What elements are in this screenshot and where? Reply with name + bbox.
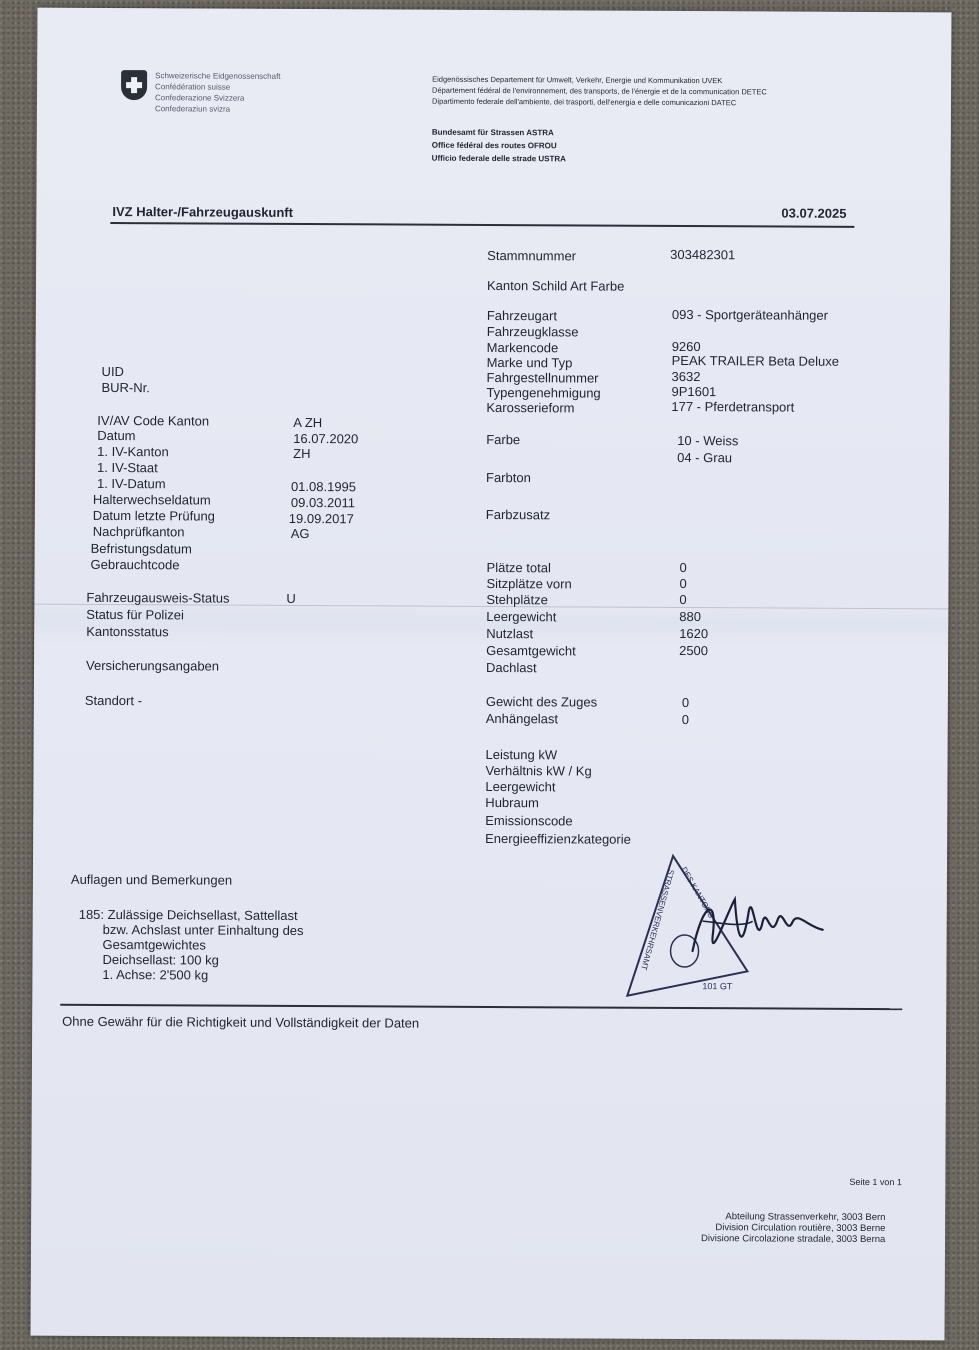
fahrzeugart-label: Fahrzeugart (486, 307, 558, 324)
department-fr: Département fédéral de l'environnement, des transports, de l'énergie et de la communication DETEC (432, 85, 767, 97)
energieeffizienz-label: Energieeffizienzkategorie (485, 830, 631, 847)
ivav-value: A ZH (293, 414, 323, 431)
footer-line: Abteilung Strassenverkehr, 3003 Bern (725, 1211, 886, 1224)
fahrgestell-value: 3632 (671, 368, 701, 385)
confederation-rm: Confederaziun svizra (154, 104, 231, 114)
farbe-value-2: 04 - Grau (677, 449, 733, 466)
sitzplaetze-label: Sitzplätze vorn (486, 575, 572, 592)
datum-value: 16.07.2020 (293, 430, 359, 447)
letzte-pruefung-label: Datum letzte Prüfung (92, 507, 215, 524)
nachpruefkanton-label: Nachprüfkanton (92, 523, 185, 540)
svg-text:STRASSENVERKEHRSAMT (639, 868, 676, 971)
ivav-label: IV/AV Code Kanton (97, 412, 210, 429)
versicherung-label: Versicherungsangaben (86, 657, 220, 674)
farbe-label: Farbe (486, 431, 521, 448)
iv-kanton-label: 1. IV-Kanton (97, 443, 169, 460)
status-polizei-label: Status für Polizei (86, 606, 184, 623)
bur-label: BUR-Nr. (101, 379, 150, 396)
farbton-label: Farbton (485, 469, 531, 486)
office-it: Ufficio federale delle strade USTRA (431, 153, 566, 164)
iv-kanton-value: ZH (293, 445, 311, 462)
farbzusatz-label: Farbzusatz (485, 506, 551, 523)
footer-line: Division Circulation routière, 3003 Berne (715, 1222, 886, 1235)
document-date: 03.07.2025 (781, 205, 847, 221)
footer-line: Divisione Circolazione stradale, 3003 Berna (701, 1233, 886, 1246)
plaetze-total-label: Plätze total (486, 559, 551, 576)
iv-datum-value: 01.08.1995 (290, 478, 357, 495)
handwritten-signature (682, 881, 862, 972)
uid-label: UID (101, 363, 125, 380)
fahrzeugausweis-status-value: U (286, 590, 296, 606)
stammnummer-value: 303482301 (670, 246, 736, 263)
confederation-de: Schweizerische Eidgenossenschaft (155, 71, 281, 81)
marke-typ-value: PEAK TRAILER Beta Deluxe (671, 352, 840, 369)
office-names (432, 126, 566, 166)
remark-line: bzw. Achslast unter Einhaltung des (102, 921, 304, 939)
footer-address (701, 1211, 885, 1245)
fahrzeugklasse-label: Fahrzeugklasse (486, 323, 579, 340)
confederation-fr: Confédération suisse (155, 82, 231, 92)
markencode-value: 9260 (671, 338, 701, 355)
verhaeltnis-label: Verhältnis kW / Kg (485, 762, 592, 779)
disclaimer-text: Ohne Gewähr für die Richtigkeit und Vollständigkeit der Daten (62, 1013, 420, 1031)
datum-label: Datum (97, 427, 136, 444)
gesamtgewicht-label: Gesamtgewicht (486, 642, 576, 659)
confederation-names (155, 70, 281, 115)
plaetze-total-value: 0 (679, 559, 687, 576)
hubraum-label: Hubraum (485, 794, 539, 811)
befristung-label: Befristungsdatum (90, 540, 192, 557)
remark-line: Deichsellast: 100 kg (102, 951, 219, 968)
standort-label: Standort - (84, 692, 142, 709)
iv-staat-label: 1. IV-Staat (97, 459, 158, 476)
stehplaetze-label: Stehplätze (486, 591, 548, 608)
document-sheet (31, 8, 952, 1341)
leergewicht2-label: Leergewicht (485, 778, 556, 795)
markencode-label: Markencode (486, 339, 559, 356)
document-title: IVZ Halter-/Fahrzeugauskunft (112, 204, 294, 220)
remark-line: Gesamtgewichtes (102, 936, 206, 953)
nutzlast-value: 1620 (679, 625, 709, 642)
typengenehmigung-label: Typengenehmigung (486, 384, 601, 401)
halterwechsel-label: Halterwechseldatum (92, 491, 211, 508)
fahrgestell-label: Fahrgestellnummer (486, 369, 599, 386)
stammnummer-label: Stammnummer (487, 247, 577, 264)
gewicht-zug-label: Gewicht des Zuges (485, 693, 598, 710)
farbe-value-1: 10 - Weiss (677, 432, 739, 449)
letzte-pruefung-value: 19.09.2017 (288, 510, 354, 527)
gewicht-zug-value: 0 (681, 694, 690, 711)
swiss-cross-icon (121, 70, 147, 100)
kanton-schild-label: Kanton Schild Art Farbe (486, 277, 625, 294)
nutzlast-label: Nutzlast (486, 625, 534, 642)
iv-datum-label: 1. IV-Datum (96, 475, 166, 492)
leergewicht-value: 880 (679, 608, 702, 625)
remark-line: 185: Zulässige Deichsellast, Sattellast (78, 906, 298, 923)
nachpruefkanton-value: AG (290, 525, 310, 542)
sitzplaetze-value: 0 (679, 575, 687, 592)
karosserie-value: 177 - Pferdetransport (671, 398, 795, 415)
typengenehmigung-value: 9P1601 (671, 383, 717, 400)
karosserie-label: Karosserieform (486, 399, 575, 416)
fahrzeugausweis-status-label: Fahrzeugausweis-Status (86, 589, 230, 606)
gebrauchtcode-label: Gebrauchtcode (90, 556, 180, 573)
title-rule (110, 222, 854, 228)
remarks-text (78, 907, 303, 983)
gesamtgewicht-value: 2500 (679, 642, 709, 659)
stehplaetze-value: 0 (679, 591, 687, 608)
office-de: Bundesamt für Strassen ASTRA (431, 127, 554, 138)
kantonsstatus-label: Kantonsstatus (86, 623, 169, 640)
disclaimer-rule (60, 1004, 902, 1010)
anhaengelast-value: 0 (681, 711, 690, 728)
dachlast-label: Dachlast (485, 659, 537, 676)
marke-typ-label: Marke und Typ (486, 354, 573, 371)
remarks-heading: Auflagen und Bemerkungen (70, 871, 233, 888)
anhaengelast-label: Anhängelast (485, 710, 559, 727)
stamp-text-canton: DES KANTONS (679, 865, 716, 920)
halterwechsel-value: 09.03.2011 (290, 494, 356, 511)
confederation-it: Confederazione Svizzera (154, 93, 245, 103)
department-de: Eidgenössisches Departement für Umwelt, Verkehr, Energie und Kommunikation UVEK (432, 74, 723, 86)
page-number: Seite 1 von 1 (849, 1176, 902, 1188)
remark-line: 1. Achse: 2'500 kg (102, 966, 209, 983)
fahrzeugart-value: 093 - Sportgeräteanhänger (671, 306, 829, 323)
leistung-label: Leistung kW (485, 746, 558, 763)
department-it: Dipartimento federale dell'ambiente, dei trasporti, dell'energia e delle comunicazioni DATEC (431, 96, 737, 108)
department-names (432, 74, 767, 109)
office-fr: Office fédéral des routes OFROU (431, 140, 557, 151)
emissionscode-label: Emissionscode (485, 812, 573, 829)
stamp-text-office: STRASSENVERKEHRSAMT (639, 868, 676, 972)
leergewicht-label: Leergewicht (486, 608, 557, 625)
stamp-text-code: 101 GT (702, 981, 733, 992)
